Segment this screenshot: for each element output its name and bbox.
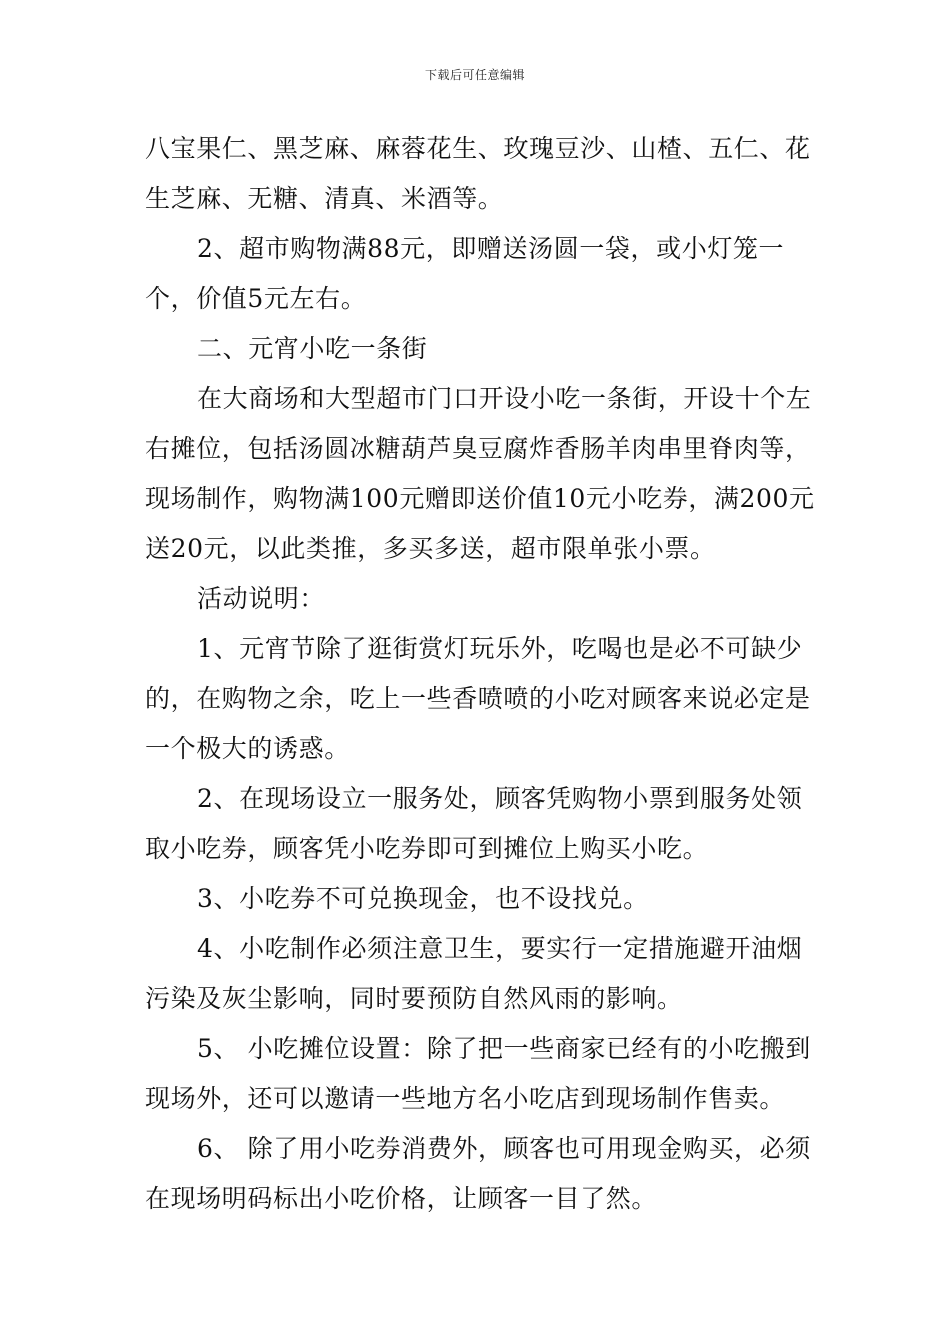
- paragraph: 在大商场和大型超市门口开设小吃一条街，开设十个左右摊位，包括汤圆冰糖葫芦臭豆腐炸香肠羊肉串里脊肉等，现场制作，购物满100元赠即送价值10元小吃券，满200元送20元，以此类推，多买多送，超市限单张小票。: [145, 384, 815, 563]
- subsection-heading: 活动说明：: [197, 584, 326, 613]
- document-body: [145, 124, 817, 1224]
- list-item: 4、小吃制作必须注意卫生，要实行一定措施避开油烟污染及灰尘影响，同时要预防自然风雨的影响。: [145, 934, 803, 1013]
- list-item: 3、小吃券不可兑换现金，也不设找兑。: [197, 884, 649, 913]
- list-item: 5、 小吃摊位设置：除了把一些商家已经有的小吃搬到现场外，还可以邀请一些地方名小吃店到现场制作售卖。: [145, 1034, 811, 1113]
- list-item: 6、 除了用小吃券消费外，顾客也可用现金购买，必须在现场明码标出小吃价格，让顾客一目了然。: [145, 1134, 811, 1213]
- section-heading: 二、元宵小吃一条街: [197, 334, 428, 363]
- paragraph: 2、超市购物满88元，即赠送汤圆一袋，或小灯笼一个，价值5元左右。: [145, 234, 785, 313]
- header-note: 下载后可任意编辑: [424, 68, 525, 82]
- paragraph: 八宝果仁、黑芝麻、麻蓉花生、玫瑰豆沙、山楂、五仁、花生芝麻、无糖、清真、米酒等。: [145, 134, 811, 213]
- list-item: 1、元宵节除了逛街赏灯玩乐外，吃喝也是必不可缺少的，在购物之余，吃上一些香喷喷的小吃对顾客来说必定是一个极大的诱惑。: [145, 634, 811, 763]
- list-item: 2、在现场设立一服务处，顾客凭购物小票到服务处领取小吃券，顾客凭小吃券即可到摊位上购买小吃。: [145, 784, 803, 863]
